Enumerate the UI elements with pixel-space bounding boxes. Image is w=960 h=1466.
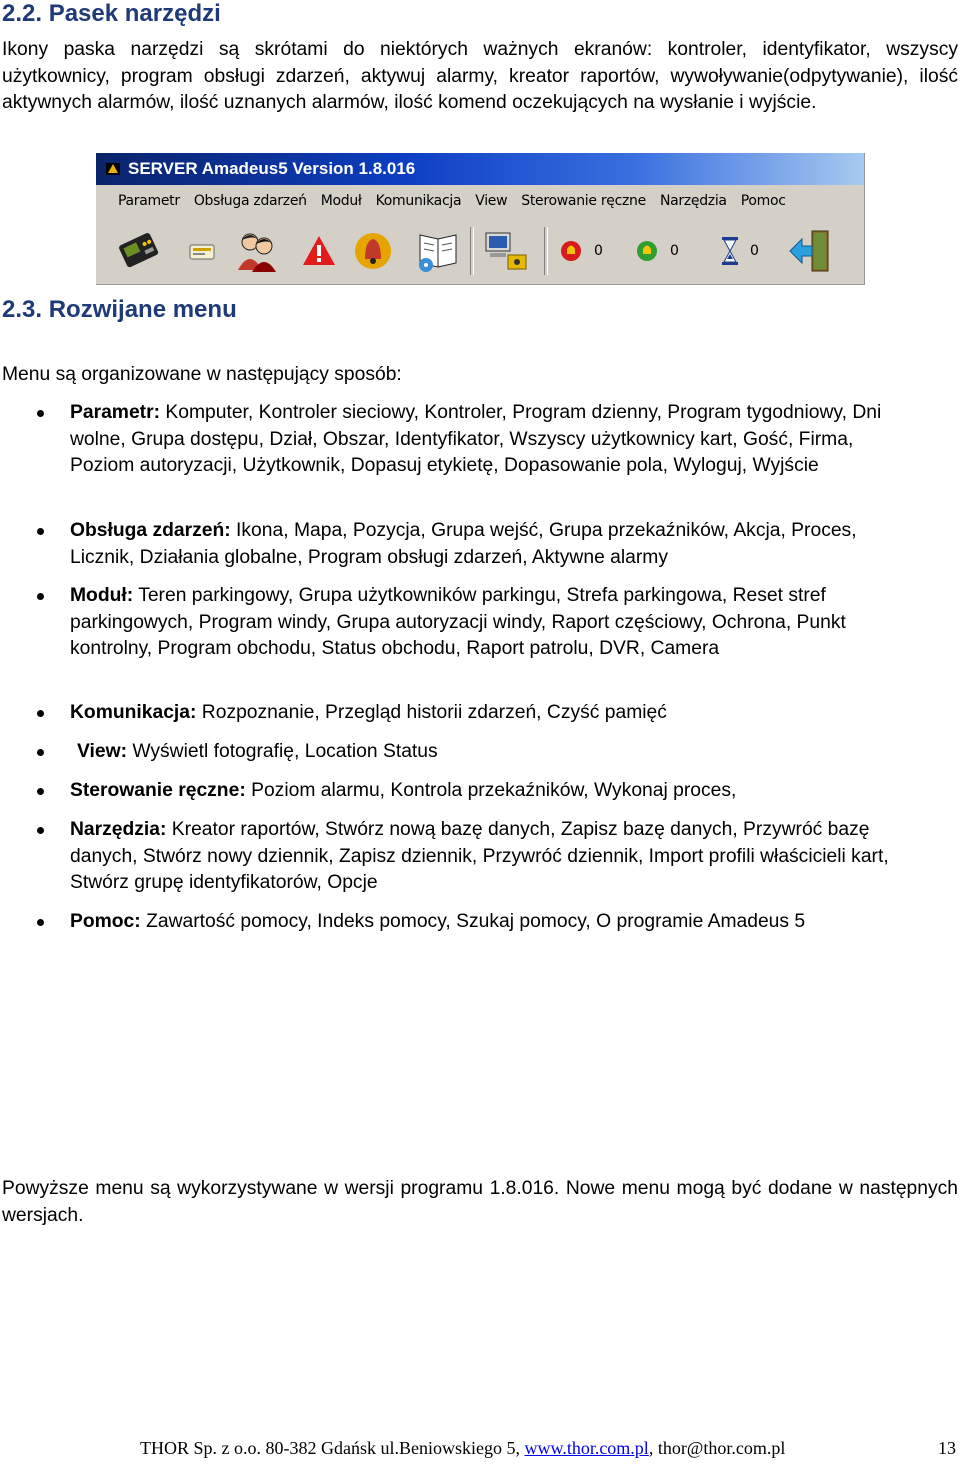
toolbar bbox=[96, 217, 864, 284]
footer-company: THOR Sp. z o.o. 80-382 Gdańsk ul.Beniowskiego 5, bbox=[140, 1438, 525, 1458]
all-users-button[interactable] bbox=[234, 217, 280, 284]
exit-button[interactable] bbox=[786, 217, 834, 284]
item-text: Wyświetl fotografię, Location Status bbox=[127, 741, 438, 762]
list-item bbox=[70, 518, 920, 571]
menu-view[interactable]: View bbox=[475, 193, 508, 209]
item-text: Ikona, Mapa, Pozycja, Grupa wejść, Grupa przekaźników, Akcja, Proces, Licznik, Działania globalne, Program obsługi zdarzeń, Aktywne alarmy bbox=[70, 520, 857, 568]
acknowledged-alarms-counter[interactable] bbox=[634, 217, 679, 284]
item-label: Narzędzia: bbox=[70, 819, 167, 840]
list-item bbox=[70, 739, 920, 766]
item-label: View: bbox=[77, 741, 128, 762]
report-wizard-button[interactable] bbox=[414, 217, 462, 284]
controller-button[interactable] bbox=[116, 217, 162, 284]
closing-note: Powyższe menu są wykorzystywane w wersji programu 1.8.016. Nowe menu mogą być dodane w następnych wersjach. bbox=[2, 1178, 958, 1226]
list-item bbox=[70, 778, 920, 805]
pending-commands-count: 0 bbox=[750, 242, 759, 259]
item-label: Pomoc: bbox=[70, 911, 141, 932]
menu-obsluga-zdarzen[interactable]: Obsługa zdarzeń bbox=[193, 193, 307, 209]
item-label: Sterowanie ręczne: bbox=[70, 780, 246, 801]
item-label: Moduł: bbox=[70, 585, 134, 606]
active-alarms-counter[interactable] bbox=[558, 217, 603, 284]
window-title: SERVER Amadeus5 Version 1.8.016 bbox=[128, 159, 416, 178]
active-alarms-count: 0 bbox=[594, 242, 603, 259]
exit-icon bbox=[786, 227, 834, 275]
toolbar-description: Ikony paska narzędzi są skrótami do niektórych ważnych ekranów: kontroler, identyfikator, wszyscy użytkownicy, program obsługi zdarzeń, aktywuj alarmy, kreator raportów, wywoływanie(odpytywanie), ilość aktywnych alarmów, ilość uznanych alarmów, ilość komend oczekujących na wysłanie i wyjście. bbox=[2, 39, 958, 113]
activate-alarms-button[interactable] bbox=[351, 217, 395, 284]
menu-narzedzia[interactable]: Narzędzia bbox=[659, 193, 727, 209]
list-item bbox=[70, 583, 920, 663]
identifier-button[interactable] bbox=[186, 217, 218, 284]
list-item bbox=[70, 817, 920, 897]
menu-bar bbox=[96, 185, 864, 217]
item-text: Teren parkingowy, Grupa użytkowników parkingu, Strefa parkingowa, Reset stref parkingowych, Program windy, Grupa autoryzacji windy, Raport częściowy, Ochrona, Punkt kontrolny, Program obchodu, Status obchodu, Raport patrolu, DVR, Camera bbox=[70, 585, 846, 659]
active-alarm-icon bbox=[558, 238, 584, 264]
menu-modul[interactable]: Moduł bbox=[320, 193, 362, 209]
acknowledged-alarms-count: 0 bbox=[670, 242, 679, 259]
menu-pomoc[interactable]: Pomoc bbox=[740, 193, 786, 209]
list-item bbox=[70, 400, 920, 480]
list-item bbox=[70, 909, 950, 936]
toolbar-separator bbox=[544, 227, 548, 275]
menus-intro: Menu są organizowane w następujący sposób: bbox=[2, 364, 402, 385]
item-label: Komunikacja: bbox=[70, 702, 197, 723]
item-label: Obsługa zdarzeń: bbox=[70, 520, 231, 541]
pending-commands-counter[interactable] bbox=[720, 217, 759, 284]
users-icon bbox=[234, 228, 280, 274]
polling-button[interactable] bbox=[482, 217, 530, 284]
bell-icon bbox=[351, 229, 395, 273]
item-text: Rozpoznanie, Przegląd historii zdarzeń, Czyść pamięć bbox=[196, 702, 667, 723]
item-label: Parametr: bbox=[70, 402, 161, 423]
footer-website-link[interactable]: www.thor.com.pl bbox=[524, 1438, 649, 1458]
item-text: Kreator raportów, Stwórz nową bazę danych, Zapisz bazę danych, Przywróć bazę danych, Stwórz nowy dziennik, Zapisz dziennik, Przywróć dziennik, Import profili właścicieli kart, Stwórz grupę identyfikatorów, Opcje bbox=[70, 819, 889, 893]
event-handler-button[interactable] bbox=[301, 217, 337, 284]
item-text: Zawartość pomocy, Indeks pomocy, Szukaj pomocy, O programie Amadeus 5 bbox=[140, 911, 806, 932]
item-text: Poziom alarmu, Kontrola przekaźników, Wykonaj proces, bbox=[245, 780, 737, 801]
section-heading-toolbar: 2.2. Pasek narzędzi bbox=[2, 0, 221, 27]
warning-icon bbox=[301, 233, 337, 269]
footer-email: thor@thor.com.pl bbox=[657, 1438, 786, 1458]
hourglass-icon bbox=[720, 236, 740, 266]
app-screenshot bbox=[96, 153, 865, 285]
toolbar-separator bbox=[470, 227, 474, 275]
item-text: Komputer, Kontroler sieciowy, Kontroler, Program dzienny, Program tygodniowy, Dni wolne, Grupa dostępu, Dział, Obszar, Identyfikator, Wszyscy użytkownicy kart, Gość, Firma, Poziom autoryzacji, Użytkownik, Dopasuj etykietę, Dopasowanie pola, Wyloguj, Wyjście bbox=[70, 402, 882, 476]
polling-computer-icon bbox=[482, 227, 530, 275]
app-icon bbox=[104, 160, 122, 178]
badge-icon bbox=[186, 235, 218, 267]
ack-alarm-icon bbox=[634, 238, 660, 264]
menu-komunikacja[interactable]: Komunikacja bbox=[375, 193, 462, 209]
section-heading-menus: 2.3. Rozwijane menu bbox=[2, 296, 237, 323]
page-number: 13 bbox=[938, 1438, 956, 1458]
controller-icon bbox=[116, 228, 162, 274]
footer-separator: , bbox=[648, 1438, 658, 1458]
report-book-icon bbox=[414, 227, 462, 275]
window-titlebar bbox=[96, 153, 864, 185]
menu-parametr[interactable]: Parametr bbox=[118, 193, 180, 209]
menu-sterowanie-reczne[interactable]: Sterowanie ręczne bbox=[521, 193, 646, 209]
list-item bbox=[70, 700, 920, 727]
